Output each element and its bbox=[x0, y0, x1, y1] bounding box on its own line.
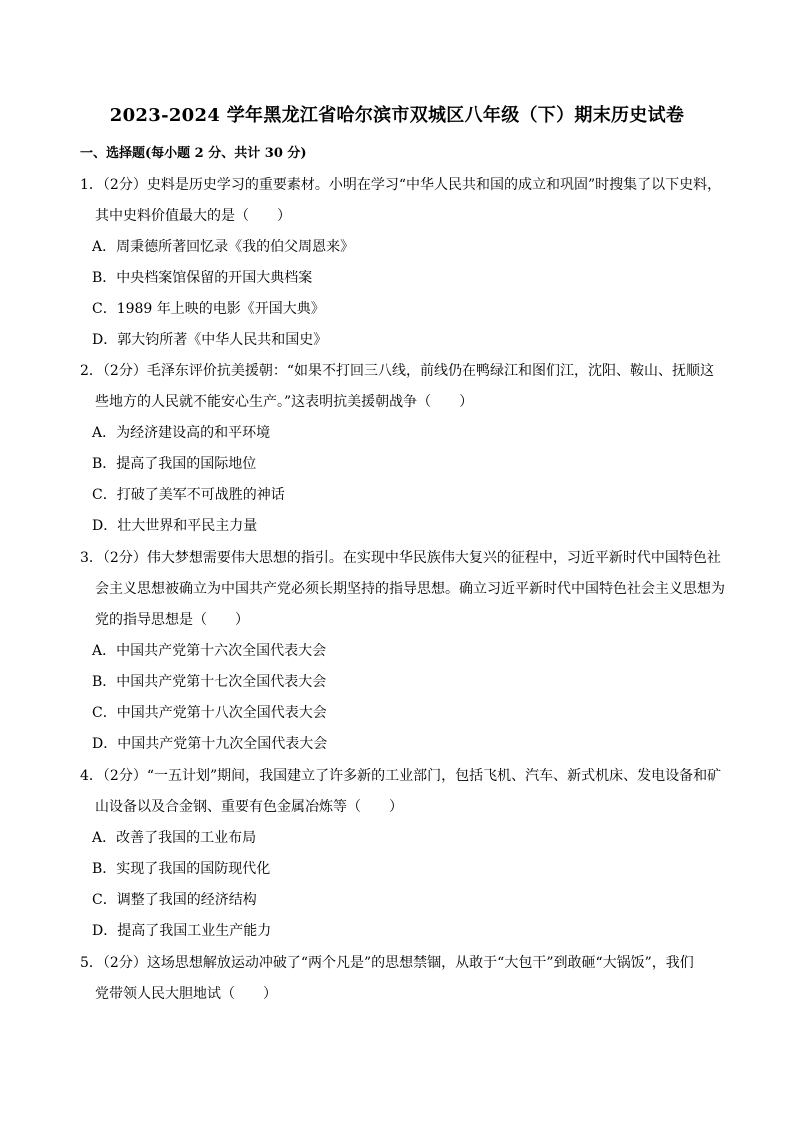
question-text: 伟大梦想需要伟大思想的指引。在实现中华民族伟大复兴的征程中，习近平新时代中国特色社 bbox=[146, 550, 721, 566]
question-3-stem-line-3: 党的指导思想是（ ） bbox=[95, 612, 249, 628]
question-score: （2分） bbox=[102, 955, 147, 971]
question-3-option-b: B．中国共产党第十七次全国代表大会 bbox=[92, 674, 327, 690]
question-text: 史料是历史学习的重要素材。小明在学习“中华人民共和国的成立和巩固”时搜集了以下史料， bbox=[146, 177, 722, 193]
question-4-option-b: B．实现了我国的国防现代化 bbox=[92, 861, 271, 877]
question-score: （2分） bbox=[102, 768, 147, 784]
question-text: 这场思想解放运动冲破了“两个凡是”的思想禁锢，从敢于“大包干”到敢砸“大锅饭”，我们 bbox=[146, 955, 694, 971]
question-text: 毛泽东评价抗美援朝：“如果不打回三八线，前线仍在鸭绿江和图们江，沈阳、鞍山、抚顺这 bbox=[146, 363, 714, 379]
question-3-stem-line-2: 会主义思想被确立为中国共产党必须长期坚持的指导思想。确立习近平新时代中国特色社会主义思想为 bbox=[95, 581, 725, 597]
question-number: 1． bbox=[80, 177, 103, 193]
question-2-option-c: C．打破了美军不可战胜的神话 bbox=[92, 487, 285, 503]
question-4-option-a: A．改善了我国的工业布局 bbox=[92, 830, 257, 846]
question-4-stem-line-2: 山设备以及合金钢、重要有色金属冶炼等（ ） bbox=[95, 799, 403, 815]
question-3-option-a: A．中国共产党第十六次全国代表大会 bbox=[92, 643, 327, 659]
question-score: （2分） bbox=[102, 177, 147, 193]
exam-title: 2023-2024 学年黑龙江省哈尔滨市双城区八年级（下）期末历史试卷 bbox=[109, 105, 685, 126]
question-3-option-d: D．中国共产党第十九次全国代表大会 bbox=[92, 736, 328, 752]
question-1-option-c: C．1989 年上映的电影《开国大典》 bbox=[92, 301, 325, 317]
question-4-option-c: C．调整了我国的经济结构 bbox=[92, 892, 257, 908]
question-text: “一五计划”期间，我国建立了许多新的工业部门，包括飞机、汽车、新式机床、发电设备和矿 bbox=[146, 768, 722, 784]
question-1-stem-line-2: 其中史料价值最大的是（ ） bbox=[95, 208, 291, 224]
question-3-stem-line-1 bbox=[80, 548, 721, 568]
question-3-option-c: C．中国共产党第十八次全国代表大会 bbox=[92, 705, 327, 721]
question-4-stem-line-1 bbox=[80, 766, 721, 786]
question-1-stem-line-1 bbox=[80, 175, 721, 195]
question-5-stem-line-1 bbox=[80, 953, 694, 973]
question-2-option-a: A．为经济建设高的和平环境 bbox=[92, 425, 271, 441]
question-1-option-b: B．中央档案馆保留的开国大典档案 bbox=[92, 270, 313, 286]
question-1-option-d: D．郭大钧所著《中华人民共和国史》 bbox=[92, 332, 328, 348]
question-4-option-d: D．提高了我国工业生产能力 bbox=[92, 923, 272, 939]
question-2-stem-line-1 bbox=[80, 361, 714, 381]
question-score: （2分） bbox=[102, 363, 147, 379]
section-heading: 一、选择题(每小题 2 分、共计 30 分) bbox=[80, 146, 307, 161]
question-2-stem-line-2: 些地方的人民就不能安心生产。”这表明抗美援朝战争（ ） bbox=[95, 394, 474, 410]
question-number: 3． bbox=[80, 550, 103, 566]
question-number: 5． bbox=[80, 955, 103, 971]
question-5-stem-line-2: 党带领人民大胆地试（ ） bbox=[95, 986, 277, 1002]
question-number: 4． bbox=[80, 768, 103, 784]
question-2-option-d: D．壮大世界和平民主力量 bbox=[92, 518, 258, 534]
question-score: （2分） bbox=[102, 550, 147, 566]
question-1-option-a: A．周秉德所著回忆录《我的伯父周恩来》 bbox=[92, 239, 355, 255]
question-number: 2． bbox=[80, 363, 103, 379]
question-2-option-b: B．提高了我国的国际地位 bbox=[92, 456, 257, 472]
